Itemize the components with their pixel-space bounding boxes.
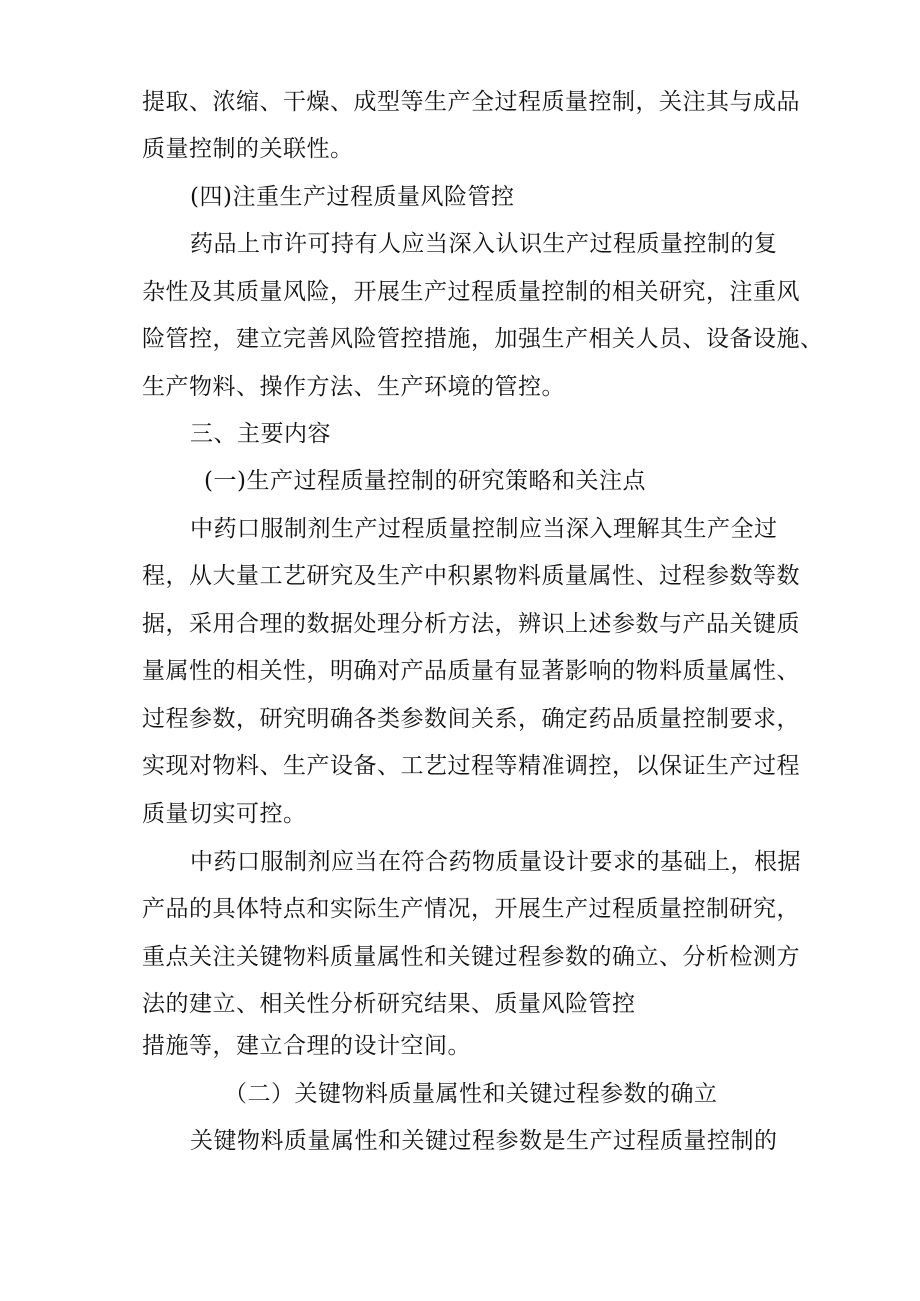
subsection-1-p1-line-6: 实现对物料、生产设备、工艺过程等精准调控，以保证生产过程 — [142, 753, 800, 779]
subsection-1-p1-line-7: 质量切实可控。 — [142, 801, 307, 827]
section-4-line-1: 药品上市许可持有人应当深入认识生产过程质量控制的复 — [190, 231, 778, 257]
subsection-1-heading: (一)生产过程质量控制的研究策略和关注点 — [204, 468, 646, 494]
subsection-1-p1-line-4: 量属性的相关性，明确对产品质量有显著影响的物料质量属性、 — [142, 658, 800, 684]
subsection-1-p1-line-1: 中药口服制剂生产过程质量控制应当深入理解其生产全过 — [190, 516, 778, 542]
intro-line-2: 质量控制的关联性。 — [142, 136, 354, 162]
section-4-line-2: 杂性及其质量风险，开展生产过程质量控制的相关研究，注重风 — [142, 279, 800, 305]
subsection-1-p2-line-4: 法的建立、相关性分析研究结果、质量风险管控 — [142, 991, 636, 1017]
subsection-1-p1-line-2: 程，从大量工艺研究及生产中积累物料质量属性、过程参数等数 — [142, 563, 800, 589]
part-3-heading: 三、主要内容 — [190, 421, 331, 447]
subsection-2-heading: （二）关键物料质量属性和关键过程参数的确立 — [224, 1081, 718, 1107]
subsection-1-p2-line-3: 重点关注关键物料质量属性和关键过程参数的确立、分析检测方 — [142, 944, 800, 970]
section-4-line-4: 生产物料、操作方法、生产环境的管控。 — [142, 374, 565, 400]
subsection-1-p1-line-5: 过程参数，研究明确各类参数间关系，确定药品质量控制要求， — [142, 706, 800, 732]
subsection-2-p1-line-1: 关键物料质量属性和关键过程参数是生产过程质量控制的 — [190, 1128, 778, 1154]
section-4-line-3: 险管控，建立完善风险管控措施，加强生产相关人员、设备设施、 — [142, 326, 824, 352]
intro-line-1: 提取、浓缩、干燥、成型等生产全过程质量控制，关注其与成品 — [142, 89, 800, 115]
subsection-1-p2-line-5: 措施等，建立合理的设计空间。 — [142, 1033, 471, 1059]
section-4-heading: (四)注重生产过程质量风险管控 — [190, 184, 515, 210]
subsection-1-p2-line-1: 中药口服制剂应当在符合药物质量设计要求的基础上，根据 — [190, 849, 801, 875]
subsection-1-p2-line-2: 产品的具体特点和实际生产情况，开展生产过程质量控制研究， — [142, 896, 800, 922]
subsection-1-p1-line-3: 据，采用合理的数据处理分析方法，辨识上述参数与产品关键质 — [142, 611, 800, 637]
